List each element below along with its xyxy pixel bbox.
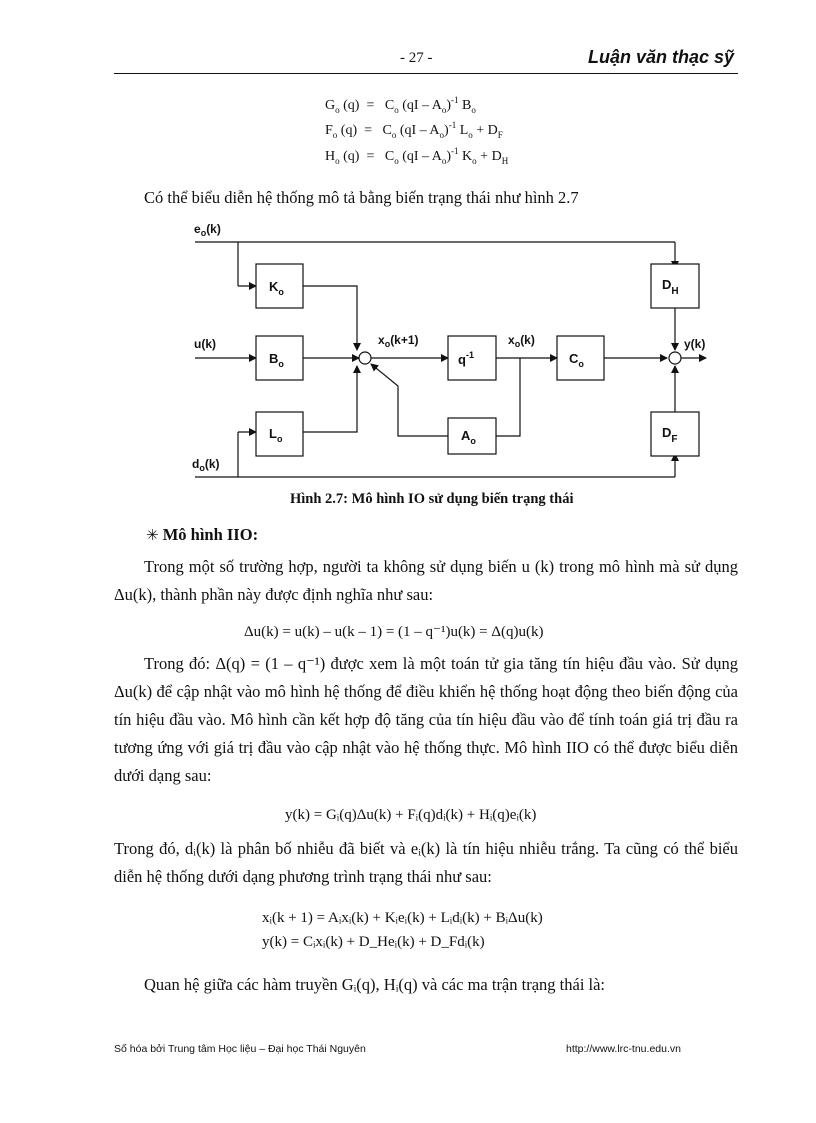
block-diagram: [190, 218, 710, 490]
equation-state-1: xᵢ(k + 1) = Aᵢxᵢ(k) + Kᵢeᵢ(k) + Lᵢdᵢ(k) + BᵢΔu(k): [262, 910, 543, 926]
section-heading: ✳ Mô hình IIO:: [146, 525, 259, 544]
equation-state-2: y(k) = Cᵢxᵢ(k) + D_Heᵢ(k) + D_Fdᵢ(k): [262, 934, 485, 950]
running-title: Luận văn thạc sỹ: [588, 47, 735, 67]
figure-caption: Hình 2.7: Mô hình IO sử dụng biến trạng thái: [290, 491, 574, 507]
svg-text:q-1: $q^{-1}$: [458, 350, 474, 367]
svg-text:xo(k+1): $x_o(k+1)$: [378, 333, 419, 349]
footer-left: Số hóa bởi Trung tâm Học liệu – Đại học Thái Nguyên: [114, 1043, 366, 1055]
equation-fo: $F_o$ $(q) = C_o$ $(qI - A_o)^{-1}$ $L_o + D_F$: [325, 120, 503, 140]
equation-delta-u: Δu(k) = u(k) – u(k – 1) = (1 – q⁻¹)u(k) = Δ(q)u(k): [244, 624, 544, 640]
equation-ho: $H_o$ $(q) = C_o$ $(qI - A_o)^{-1}$ $K_o + D_H$: [325, 146, 509, 166]
footer-link[interactable]: http://www.lrc-tnu.edu.vn: [566, 1043, 681, 1055]
page-number: - 27 -: [400, 50, 433, 66]
intro-sentence: Có thể biểu diễn hệ thống mô tả bằng biến trạng thái như hình 2.7: [144, 188, 579, 207]
svg-text:Bo: $B_o$: [269, 351, 284, 369]
svg-text:Ao: $A_o$: [461, 428, 476, 446]
block-k: [256, 264, 303, 308]
svg-text:xo(k): $x_o(k)$: [508, 333, 535, 349]
svg-text:do(k): $d_o(k)$: [192, 457, 220, 473]
header-rule: [114, 73, 738, 74]
svg-text:eo(k): $e_o(k)$: [194, 222, 221, 238]
svg-text:Ko: $K_o$: [269, 279, 284, 297]
paragraph-3: Trong đó, dᵢ(k) là phân bố nhiễu đã biết và eᵢ(k) là tín hiệu nhiễu trắng. Ta cũng có thể biểu diễn hệ thống dưới dạng phương trình trạng thái như sau:: [114, 839, 738, 886]
paragraph-4: Quan hệ giữa các hàm truyền Gᵢ(q), Hᵢ(q) và các ma trận trạng thái là:: [144, 975, 606, 994]
summing-junction-2: [669, 352, 681, 364]
summing-junction-1: [359, 352, 371, 364]
equation-iio: y(k) = Gᵢ(q)Δu(k) + Fᵢ(q)dᵢ(k) + Hᵢ(q)eᵢ(k): [285, 807, 537, 823]
equation-go: $G_o$ $(q) = C_o$ $(qI - A_o)^{-1}$ $B_o$: [325, 95, 476, 115]
svg-text:DH: $D_H$: [662, 277, 679, 297]
svg-text:y(k): y(k): [684, 337, 706, 351]
asterisk-bullet-icon: ✳: [146, 526, 159, 544]
svg-text:u(k): u(k): [194, 337, 216, 351]
block-b: [256, 336, 303, 380]
block-c: [557, 336, 604, 380]
svg-text:Lo: $L_o$: [269, 426, 283, 444]
svg-text:Co: $C_o$: [569, 351, 584, 369]
svg-text:DF: $D_F$: [662, 425, 678, 445]
paragraph-2: Trong đó: Δ(q) = (1 – q⁻¹) được xem là một toán tử gia tăng tín hiệu đầu vào. Sử dụng Δu(k) để cập nhật vào mô hình hệ thống để điều khiển hệ thống hoạt động theo biến động của tín hiệu đầu vào. Mô hình cần kết hợp độ tăng của tín hiệu đầu vào để tính toán giá trị đầu ra tương ứng với giá trị đầu vào cập nhật vào hệ thống thực. Mô hình IIO có thể được biểu diễn dưới dạng sau:: [114, 654, 738, 785]
paragraph-1: Trong một số trường hợp, người ta không sử dụng biến u (k) trong mô hình mà sử dụng Δu(k), thành phần này được định nghĩa như sau:: [114, 557, 738, 604]
